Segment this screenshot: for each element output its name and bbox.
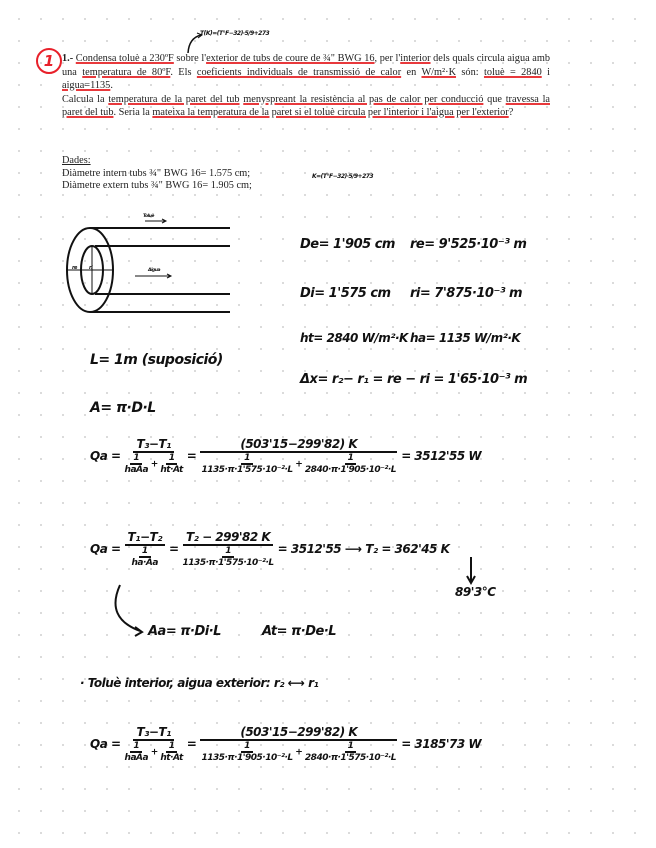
eq1-result: = 3512'55 W	[401, 449, 482, 463]
eq1-d1b: haAa	[124, 465, 149, 475]
eq2-num2: T₂ − 299'82 K	[183, 530, 273, 546]
curved-arrow-icon	[105, 583, 150, 643]
eq1-num2: (503'15−299'82) K	[200, 437, 397, 453]
case2-note: · Toluè interior, aigua exterior: r₂ ⟷ r₁	[80, 676, 319, 690]
problem-text: . Els	[170, 66, 197, 78]
problem-text: ?	[508, 107, 514, 119]
eq3-d2d: 2840·π·1'575·10⁻²·L	[304, 753, 397, 763]
eq3-lhs: Qa =	[90, 737, 121, 751]
eq3-result: = 3185'73 W	[401, 737, 482, 751]
eq3-num: T₃−T₁	[133, 725, 173, 741]
data-line-outer-diameter: Diàmetre extern tubs ¾" BWG 16= 1.905 cm;	[62, 180, 252, 191]
data-line-inner-diameter: Diàmetre intern tubs ¾" BWG 16= 1.575 cm;	[62, 167, 251, 179]
problem-text: Calcula la	[62, 93, 109, 105]
underlined-phrase: W/m²·K	[421, 66, 457, 78]
eq3-num2: (503'15−299'82) K	[200, 725, 397, 741]
note-ri: ri= 7'875·10⁻³ m	[410, 286, 523, 301]
annotation-side: K=(T°F−32)·5/9+273	[312, 173, 374, 180]
eq1-d1d: ht·At	[160, 465, 183, 475]
label-re: re	[72, 265, 77, 271]
eq2-num: T₁−T₂	[125, 530, 165, 546]
eq1-d1c: 1	[166, 453, 178, 465]
eq3-d2c: 1	[345, 741, 357, 753]
note-dx: Δx= r₂− r₁ = re − ri = 1'65·10⁻³ m	[300, 372, 528, 387]
eq2-d2a: 1	[222, 546, 234, 558]
eq3-d1a: 1	[130, 741, 142, 753]
down-arrow-icon	[465, 557, 477, 585]
eq2-lhs: Qa =	[90, 542, 121, 556]
annotation-top: T(K)=(T°F−32)·5/9+273	[200, 30, 270, 37]
eq1-d1a: 1	[130, 453, 142, 465]
eq1-d2d: 2840·π·1'905·10⁻²·L	[304, 465, 397, 475]
eq1-num: T₃−T₁	[133, 437, 173, 453]
problem-number-mark: 1	[36, 48, 62, 74]
underlined-phrase: menyspreant la resistència al pas de calor per conducció	[243, 93, 484, 105]
equation-1: Qa = T₃−T₁ $\frac{1}{\text{haAa}}$ + $\frac{1}{ht\cdot At}$ = (503'15−299'82) K $\frac{1}{\text{1135·π·1'575·10⁻²·L}}$ + $\frac{1}{\text{2840·π·1'905·10⁻²·L}}$ = 3512'55 W	[90, 437, 482, 475]
problem-text: que	[483, 93, 506, 105]
eq1-d2a: 1	[241, 453, 253, 465]
underlined-phrase: travessa la paret del tub	[62, 93, 550, 119]
eq1-lhs: Qa =	[90, 449, 121, 463]
problem-text: en	[401, 66, 422, 78]
underlined-phrase: coeficients individuals de transmissió de calor	[196, 66, 402, 78]
note-De: De= 1'905 cm	[300, 237, 395, 252]
note-ht: ht= 2840 W/m²·K	[300, 331, 408, 345]
underlined-phrase: mateixa la temperatura de la paret si el toluè circula per l'interior i l'aigua per l'exterior	[152, 107, 509, 119]
underlined-phrase: temperatura de 80ºF	[82, 66, 171, 78]
annotation-arrow-icon	[185, 32, 205, 54]
problem-text: dels quals circula aigua amb una	[62, 53, 551, 78]
eq3-d2b: 1135·π·1'905·10⁻²·L	[201, 753, 293, 763]
note-L: L= 1m (suposició)	[90, 352, 223, 368]
problem-text: . Seria la	[113, 107, 153, 119]
label-ri: ri	[89, 265, 93, 271]
problem-text: .	[110, 80, 113, 92]
problem-text: 1.-	[62, 53, 76, 64]
eq3-d1c: 1	[166, 741, 178, 753]
eq2-d1a: 1	[139, 546, 151, 558]
problem-text: sobre l'	[173, 53, 207, 64]
underlined-phrase: toluè = 2840	[483, 66, 542, 78]
eq2-result: = 3512'55 ⟶ T₂ = 362'45 K	[277, 542, 450, 556]
note-ha: ha= 1135 W/m²·K	[410, 331, 521, 345]
eq2-d1b: ha·Aa	[131, 558, 158, 568]
note-A: A= π·D·L	[90, 400, 156, 416]
data-heading: Dades:	[62, 155, 91, 166]
problem-text: , per l'	[374, 53, 401, 64]
equation-3: Qa = T₃−T₁ $\frac{1}{\text{haAa}}$ + $\frac{1}{ht\cdot At}$ = (503'15−299'82) K $\frac{1}{\text{1135·π·1'905·10⁻²·L}}$ + $\frac{1}{\text{2840·π·1'575·10⁻²·L}}$ = 3185'73 W	[90, 725, 482, 763]
equation-2: Qa = $\frac{\text{T₁−T₂}}{\frac{1}{ha\cdot Aa}}$ = $\frac{\text{T₂ − 299'82 K}}{\frac{1}{\text{1135·π·1'575·10⁻²·L}}}$ = 3512'55 ⟶ T₂ = 362'45 K	[90, 530, 450, 568]
underlined-phrase: aigua=1135	[62, 80, 111, 92]
note-Aa: Aa= π·Di·L	[148, 624, 221, 639]
label-water: Aigua	[148, 268, 160, 273]
label-toluene: Toluè	[143, 214, 154, 219]
problem-text: són:	[456, 66, 484, 78]
note-At: At= π·De·L	[262, 624, 337, 639]
underlined-phrase: temperatura de la paret del tub	[108, 93, 240, 105]
underlined-phrase: Condensa toluè a 230ºF	[75, 53, 174, 64]
eq2-d2b: 1135·π·1'575·10⁻²·L	[182, 558, 274, 568]
note-re: re= 9'525·10⁻³ m	[410, 237, 527, 252]
eq1-d2b: 1135·π·1'575·10⁻²·L	[201, 465, 293, 475]
note-Di: Di= 1'575 cm	[300, 286, 391, 301]
eq3-d1b: haAa	[124, 753, 149, 763]
eq1-d2c: 1	[345, 453, 357, 465]
underlined-phrase: exterior de tubs de coure de ¾" BWG 16	[206, 53, 375, 64]
eq3-d2a: 1	[241, 741, 253, 753]
eq3-d1d: ht·At	[160, 753, 183, 763]
problem-text: i	[541, 66, 551, 78]
underlined-phrase: interior	[400, 53, 431, 64]
problem-statement	[62, 52, 550, 120]
result-celsius: 89'3°C	[455, 585, 496, 599]
